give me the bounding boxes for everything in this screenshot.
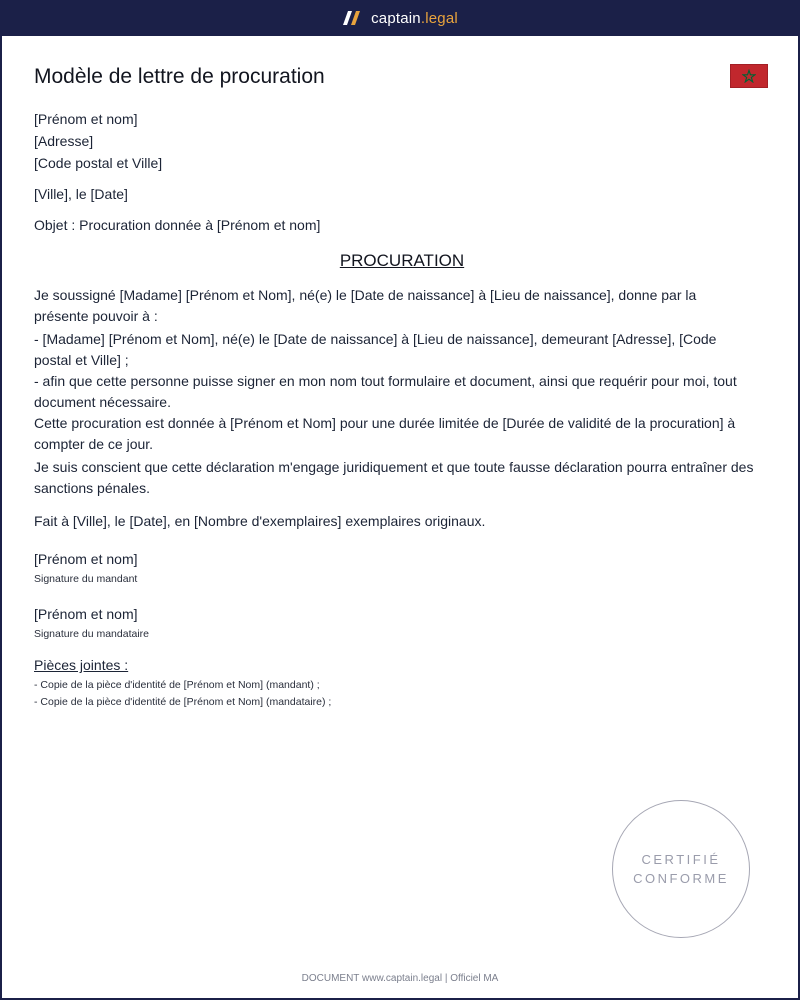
stamp-line-2: CONFORME [633,871,729,886]
sender-city: [Code postal et Ville] [34,155,163,171]
signatory-name-mandataire: [Prénom et nom] [34,606,138,622]
closing-line: Fait à [Ville], le [Date], en [Nombre d'exemplaires] exemplaires originaux. [34,513,486,529]
procuration-heading: PROCURATION [339,251,465,270]
brand-logo[interactable] [371,10,458,27]
attachments-heading: Pièces jointes : [34,657,129,673]
attachment-item: - Copie de la pièce d'identité de [Prénom et Nom] (mandataire) ; [34,696,332,708]
signatory-name-mandant: [Prénom et nom] [34,551,138,567]
paragraph-mandatary: - [Madame] [Prénom et Nom], né(e) le [Date de naissance] à [Lieu de naissance], demeurant [Adresse], [Code postal et Ville] ; [34,331,717,368]
paragraph-declaration: Je suis conscient que cette déclaration m'engage juridiquement et que toute fausse déclaration pourra entraîner des sanctions pénales. [34,459,754,496]
attachment-item: - Copie de la pièce d'identité de [Prénom et Nom] (mandant) ; [34,679,320,691]
footer-text: DOCUMENT www.captain.legal | Officiel MA [301,973,499,984]
morocco-flag-icon [730,64,768,88]
signature-label-mandant: Signature du mandant [34,573,138,585]
paragraph-declarant: Je soussigné [Madame] [Prénom et Nom], né(e) le [Date de naissance] à [Lieu de naissance], donne par la présente pouvoir à : [34,287,697,324]
top-bar [0,0,800,36]
certified-stamp [612,800,750,938]
signature-label-mandataire: Signature du mandataire [34,628,149,640]
paragraph-purpose: - afin que cette personne puisse signer en mon nom tout formulaire et document, ainsi que requérir pour moi, tout document nécessaire. [34,373,737,410]
slanted-bars-icon [342,10,362,26]
paragraph-duration: Cette procuration est donnée à [Prénom et Nom] pour une durée limitée de [Durée de validité de la procuration] à compter de ce jour. [34,415,736,452]
brand-name: captain [371,9,421,27]
place-date: [Ville], le [Date] [34,186,128,202]
sender-address: [Adresse] [34,133,94,149]
brand-accent: .legal [420,9,458,27]
subject-line: Objet : Procuration donnée à [Prénom et nom] [34,217,321,233]
stamp-line-1: CERTIFIÉ [641,852,721,867]
sender-name: [Prénom et nom] [34,111,138,127]
document-title: Modèle de lettre de procuration [34,65,325,88]
